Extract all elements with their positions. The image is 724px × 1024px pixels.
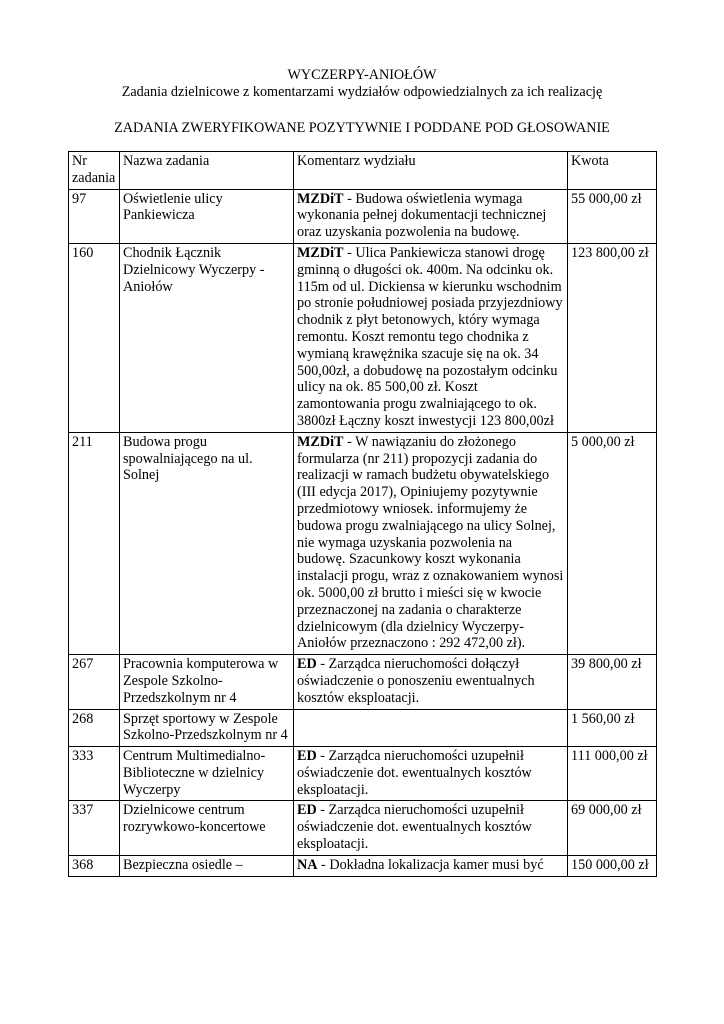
task-name: Dzielnicowe centrum rozrywkowo-koncertowe [120, 801, 294, 855]
comment-text: - Zarządca nieruchomości dołączył oświadczenie o ponoszeniu ewentualnych kosztów eksploatacji. [297, 656, 535, 706]
task-nr: 211 [69, 432, 120, 654]
comment-text: - Ulica Pankiewicza stanowi drogę gminną o długości ok. 400m. Na odcinku ok. 115m od ul. Dickiensa w kierunku wschodnim po stronie południowej posiada przyjezdniowy chodnik z płyt betonowych, który wymaga remontu. Koszt remontu tego chodnika z wymianą krawężnika szacuje się na ok. 34 500,00zł, a dobudowę na pozostałym odcinku ulicy na ok. 85 500,00 zł. Koszt zamontowania progu zwalniającego to ok. 3800zł Łączny koszt inwestycji 123 800,00zł [297, 244, 563, 429]
document-title: WYCZERPY-ANIOŁÓW [287, 67, 437, 83]
task-nr: 268 [69, 709, 120, 747]
task-nr: 267 [69, 655, 120, 709]
task-nr: 337 [69, 801, 120, 855]
table-row [69, 655, 657, 709]
task-comment [294, 709, 568, 747]
task-amount: 5 000,00 zł [568, 432, 657, 654]
table-header-row [69, 152, 657, 190]
department-code: ED [297, 656, 317, 673]
task-nr: 368 [69, 855, 120, 876]
task-amount: 39 800,00 zł [568, 655, 657, 709]
task-name: Centrum Multimedialno-Biblioteczne w dzielnicy Wyczerpy [120, 747, 294, 801]
table-row [69, 243, 657, 432]
task-amount: 69 000,00 zł [568, 801, 657, 855]
task-comment [294, 855, 568, 876]
task-name: Sprzęt sportowy w Zespole Szkolno-Przedszkolnym nr 4 [120, 709, 294, 747]
comment-text: - Dokładna lokalizacja kamer musi być [317, 856, 544, 873]
document-subtitle: Zadania dzielnicowe z komentarzami wydziałów odpowiedzialnych za ich realizację [121, 84, 603, 100]
task-nr: 97 [69, 189, 120, 243]
header-amount: Kwota [568, 152, 657, 190]
task-name: Pracownia komputerowa w Zespole Szkolno-Przedszkolnym nr 4 [120, 655, 294, 709]
table-row [69, 801, 657, 855]
task-comment [294, 655, 568, 709]
task-amount: 123 800,00 zł [568, 243, 657, 432]
task-comment [294, 747, 568, 801]
department-code: ED [297, 802, 317, 819]
table-row [69, 709, 657, 747]
header-comment: Komentarz wydziału [294, 152, 568, 190]
department-code: MZDiT [297, 190, 344, 207]
tasks-table [68, 151, 657, 877]
header-name: Nazwa zadania [120, 152, 294, 190]
header-nr: Nr zadania [69, 152, 120, 190]
comment-text: - Zarządca nieruchomości uzupełnił oświadczenie dot. ewentualnych kosztów eksploatacji. [297, 802, 532, 853]
task-amount: 55 000,00 zł [568, 189, 657, 243]
task-name: Bezpieczna osiedle – [120, 855, 294, 876]
table-row [69, 747, 657, 801]
comment-text: - Zarządca nieruchomości uzupełnił oświadczenie dot. ewentualnych kosztów eksploatacji. [297, 748, 532, 798]
table-row [69, 189, 657, 243]
department-code: ED [297, 748, 317, 765]
department-code: MZDiT [297, 433, 344, 450]
department-code: MZDiT [297, 244, 344, 261]
comment-text: - Budowa oświetlenia wymaga wykonania pełnej dokumentacji technicznej oraz uzyskania pozwolenia na budowę. [297, 190, 547, 241]
task-amount: 1 560,00 zł [568, 709, 657, 747]
section-heading: ZADANIA ZWERYFIKOWANE POZYTYWNIE I PODDANE POD GŁOSOWANIE [114, 120, 610, 136]
table-row [69, 432, 657, 654]
task-name: Chodnik Łącznik Dzielnicowy Wyczerpy - Aniołów [120, 243, 294, 432]
task-name: Budowa progu spowalniającego na ul. Solnej [120, 432, 294, 654]
department-code: NA [297, 856, 318, 873]
comment-text: - W nawiązaniu do złożonego formularza (nr 211) propozycji zadania do realizacji w ramach budżetu obywatelskiego (III edycja 2017), Opiniujemy pozytywnie przedmiotowy wniosek. informujemy że budowa progu zwalniającego na ulicy Solnej, nie wymaga uzyskania pozwolenia na budowę. Szacunkowy koszt wykonania instalacji progu, wraz z oznakowaniem wynosi ok. 5000,00 zł brutto i mieści się w kwocie przeznaczonej na zadania o charakterze dzielnicowym (dla dzielnicy Wyczerpy-Aniołów przeznaczono : 292 472,00 zł). [297, 433, 564, 652]
task-comment [294, 801, 568, 855]
task-comment [294, 189, 568, 243]
task-name: Oświetlenie ulicy Pankiewicza [120, 189, 294, 243]
task-comment [294, 432, 568, 654]
task-amount: 150 000,00 zł [568, 855, 657, 876]
task-nr: 160 [69, 243, 120, 432]
task-nr: 333 [69, 747, 120, 801]
task-amount: 111 000,00 zł [568, 747, 657, 801]
table-row [69, 855, 657, 876]
task-comment [294, 243, 568, 432]
